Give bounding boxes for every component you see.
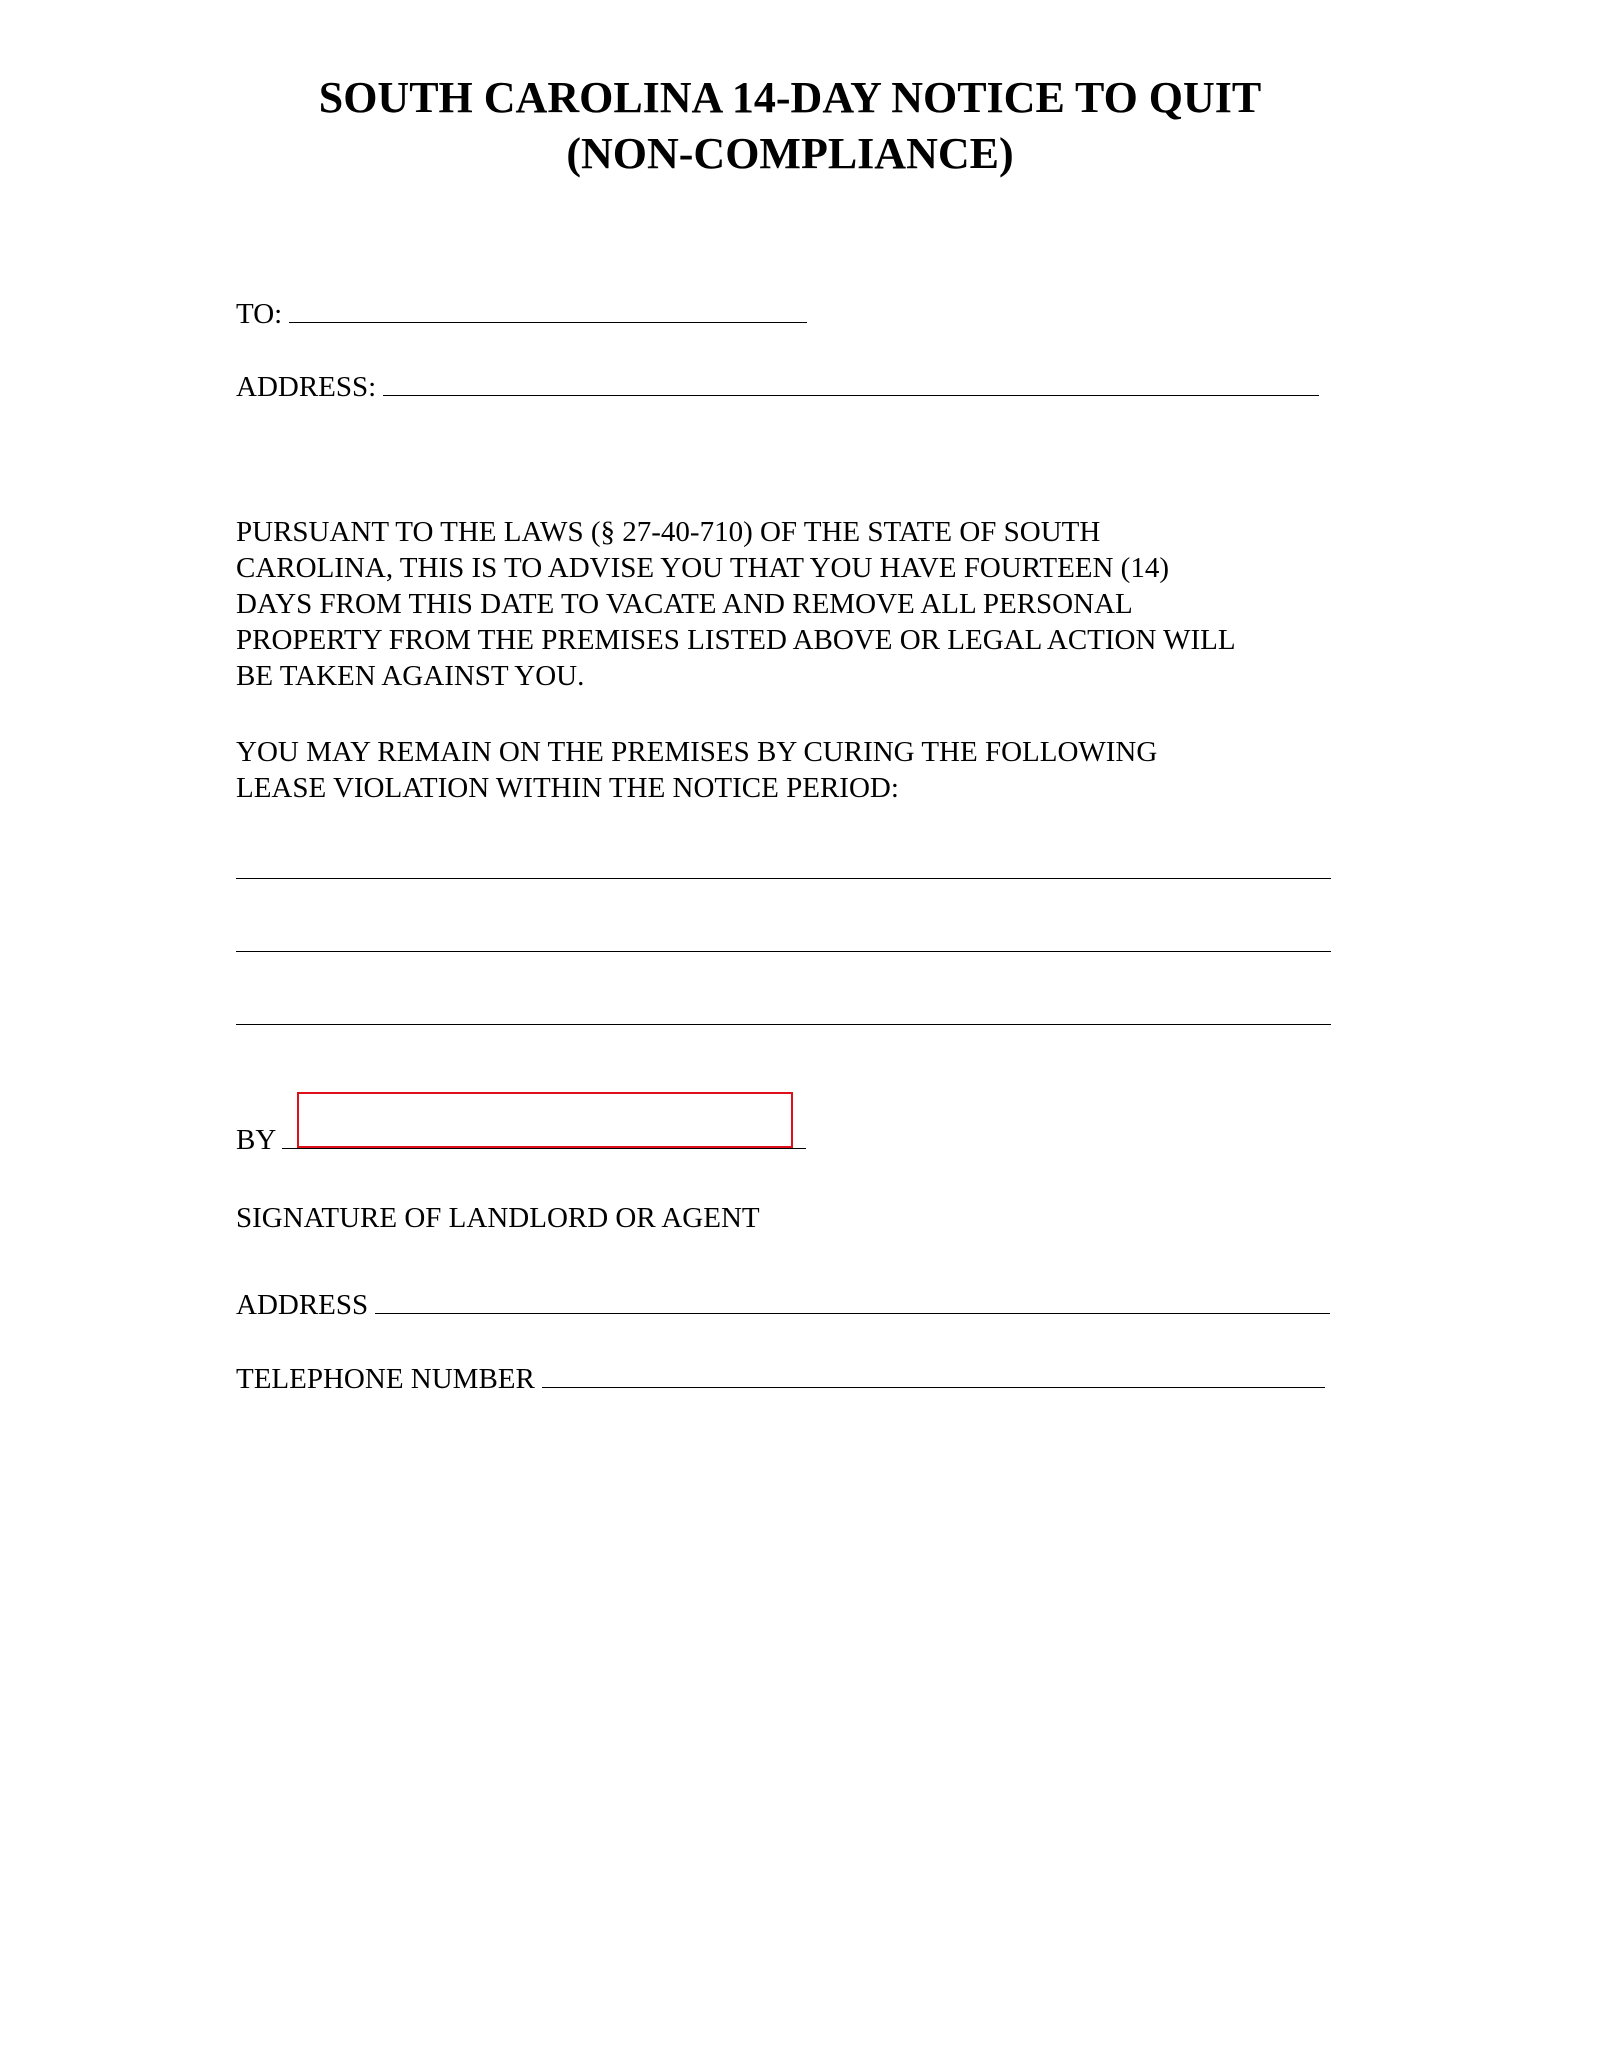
address-label: ADDRESS: [236, 371, 377, 403]
notice-line: CAROLINA, THIS IS TO ADVISE YOU THAT YOU HAVE FOURTEEN (14) [236, 552, 1169, 584]
title-line-2: (NON-COMPLIANCE) [566, 129, 1014, 178]
telephone-label: TELEPHONE NUMBER [236, 1363, 535, 1395]
to-label: TO: [236, 298, 283, 330]
telephone-input-line[interactable] [542, 1361, 1325, 1388]
address-input-line[interactable] [383, 369, 1319, 396]
document-title [0, 70, 1580, 182]
address-field [236, 369, 1319, 405]
title-line-1: SOUTH CAROLINA 14-DAY NOTICE TO QUIT [318, 73, 1262, 122]
cure-line: LEASE VIOLATION WITHIN THE NOTICE PERIOD: [236, 772, 899, 804]
notice-line: PROPERTY FROM THE PREMISES LISTED ABOVE OR LEGAL ACTION WILL [236, 624, 1236, 656]
notice-paragraph [236, 514, 1366, 694]
notice-line: PURSUANT TO THE LAWS (§ 27-40-710) OF THE STATE OF SOUTH [236, 516, 1101, 548]
landlord-address-field [236, 1287, 1330, 1323]
by-label: BY [236, 1124, 276, 1156]
landlord-address-input-line[interactable] [375, 1287, 1330, 1314]
to-field [236, 296, 807, 332]
telephone-field [236, 1361, 1325, 1397]
violation-line-1[interactable] [236, 878, 1331, 879]
violation-line-2[interactable] [236, 951, 1331, 952]
violation-line-3[interactable] [236, 1024, 1331, 1025]
notice-line: DAYS FROM THIS DATE TO VACATE AND REMOVE ALL PERSONAL [236, 588, 1133, 620]
cure-paragraph [236, 734, 1366, 806]
notice-line: BE TAKEN AGAINST YOU. [236, 660, 585, 692]
signature-highlight-box[interactable] [297, 1092, 793, 1148]
to-input-line[interactable] [289, 296, 807, 323]
cure-line: YOU MAY REMAIN ON THE PREMISES BY CURING THE FOLLOWING [236, 736, 1158, 768]
signature-caption [236, 1200, 760, 1236]
signature-label: SIGNATURE OF LANDLORD OR AGENT [236, 1202, 760, 1234]
landlord-address-label: ADDRESS [236, 1289, 369, 1321]
